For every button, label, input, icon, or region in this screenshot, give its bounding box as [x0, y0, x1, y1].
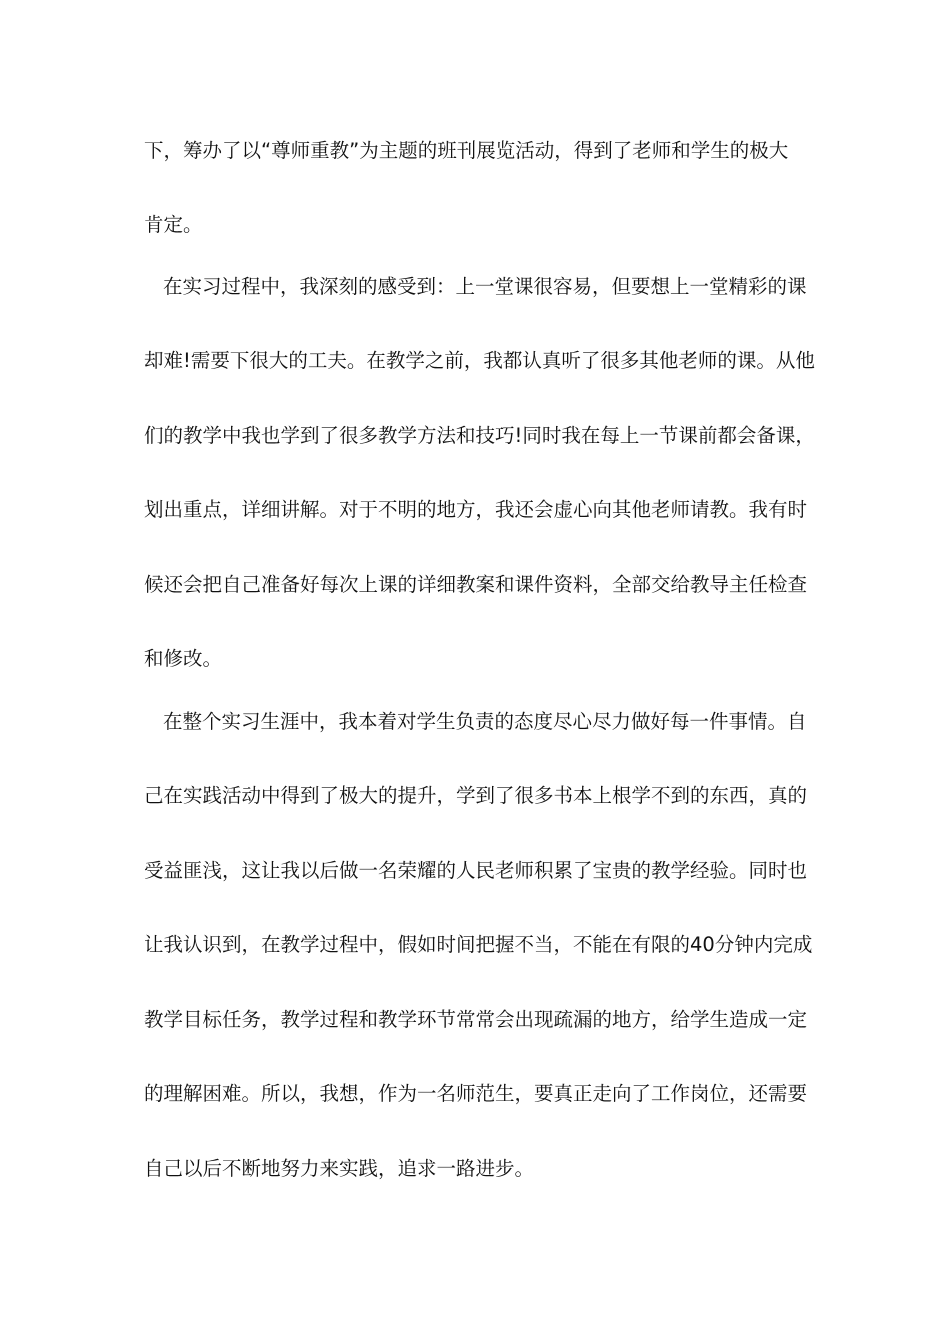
text-line: 却难!需要下很大的工夫。在教学之前，我都认真听了很多其他老师的课。从他 [144, 349, 815, 372]
text-line: 们的教学中我也学到了很多教学方法和技巧!同时我在每上一节课前都会备课， [144, 424, 815, 447]
paragraph-first-line: 在实习过程中，我深刻的感受到：上一堂课很容易，但要想上一堂精彩的课 [163, 275, 807, 298]
text-line: 的理解困难。所以，我想，作为一名师范生，要真正走向了工作岗位，还需要 [144, 1082, 808, 1105]
text-line: 和修改。 [144, 647, 223, 670]
text-line: 己在实践活动中得到了极大的提升，学到了很多书本上根学不到的东西，真的 [144, 784, 808, 807]
text-line: 让我认识到，在教学过程中，假如时间把握不当，不能在有限的40分钟内完成 [144, 933, 813, 956]
text-line: 候还会把自己准备好每次上课的详细教案和课件资料，全部交给教导主任检查 [144, 573, 808, 596]
text-line: 教学目标任务，教学过程和教学环节常常会出现疏漏的地方，给学生造成一定 [144, 1008, 808, 1031]
text-line: 受益匪浅，这让我以后做一名荣耀的人民老师积累了宝贵的教学经验。同时也 [144, 859, 808, 882]
paragraph-first-line: 在整个实习生涯中，我本着对学生负责的态度尽心尽力做好每一件事情。自 [163, 710, 807, 733]
text-line: 下，筹办了以“尊师重教”为主题的班刊展览活动，得到了老师和学生的极大 [144, 139, 789, 162]
text-line: 自己以后不断地努力来实践，追求一路进步。 [144, 1157, 535, 1180]
text-line: 肯定。 [144, 213, 203, 236]
text-line: 划出重点，详细讲解。对于不明的地方，我还会虚心向其他老师请教。我有时 [144, 498, 808, 521]
